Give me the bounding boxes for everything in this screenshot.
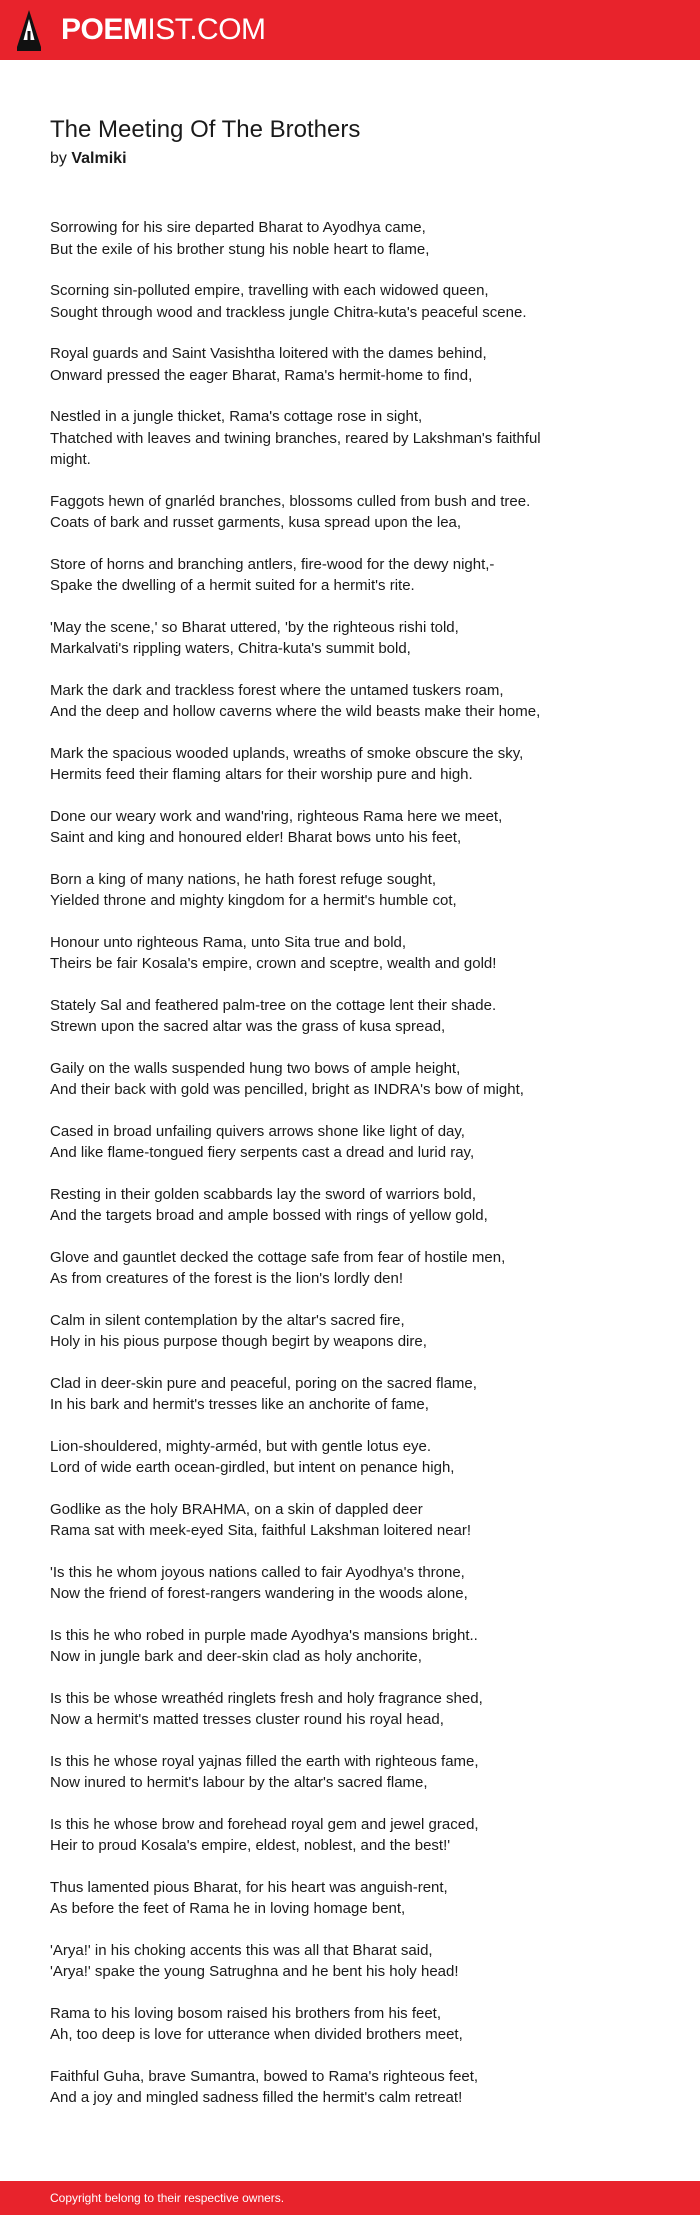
stanza xyxy=(50,1058,650,1101)
poem-line: Mark the spacious wooded uplands, wreaths of smoke obscure the sky, xyxy=(50,744,524,762)
poem-line: Lord of wide earth ocean-girdled, but intent on penance high, xyxy=(50,1459,455,1476)
stanza xyxy=(50,406,650,471)
poem-line: Cased in broad unfailing quivers arrows shone like light of day, xyxy=(50,1122,465,1140)
poem-line: And like flame-tongued fiery serpents cast a dread and lurid ray, xyxy=(50,1144,475,1161)
poem-line: Coats of bark and russet garments, kusa spread upon the lea, xyxy=(50,514,462,531)
logo-text-light: IST.COM xyxy=(147,13,266,46)
site-header xyxy=(0,0,700,60)
stanza xyxy=(50,280,650,323)
poem-line: Faithful Guha, brave Sumantra, bowed to Rama's righteous feet, xyxy=(50,2067,479,2085)
poem-line: Sought through wood and trackless jungle Chitra-kuta's peaceful scene. xyxy=(50,303,527,321)
poem-line: Thus lamented pious Bharat, for his heart was anguish-rent, xyxy=(50,1878,448,1896)
poem-line: Holy in his pious purpose though begirt by weapons dire, xyxy=(50,1333,427,1350)
stanza xyxy=(50,217,650,260)
copyright-text: Copyright belong to their respective owners. xyxy=(50,2191,285,2205)
stanza xyxy=(50,2003,650,2046)
poem-line: Stately Sal and feathered palm-tree on the cottage lent their shade. xyxy=(50,996,497,1014)
poem-line: As before the feet of Rama he in loving homage bent, xyxy=(50,1900,406,1917)
poem-line: Strewn upon the sacred altar was the grass of kusa spread, xyxy=(50,1018,446,1035)
poem-line: Onward pressed the eager Bharat, Rama's hermit-home to find, xyxy=(50,366,473,384)
poem-line: Theirs be fair Kosala's empire, crown and sceptre, wealth and gold! xyxy=(50,955,497,972)
poem-line: As from creatures of the forest is the lion's lordly den! xyxy=(50,1270,404,1287)
poem-line: Clad in deer-skin pure and peaceful, poring on the sacred flame, xyxy=(50,1374,477,1392)
poem-line: Glove and gauntlet decked the cottage safe from fear of hostile men, xyxy=(50,1248,506,1266)
poem-line: Is this he who robed in purple made Ayodhya's mansions bright.. xyxy=(50,1626,478,1644)
poem-line: Thatched with leaves and twining branches, reared by Lakshman's faithful xyxy=(50,429,541,447)
poem-line: Resting in their golden scabbards lay the sword of warriors bold, xyxy=(50,1185,477,1203)
poem-line: Royal guards and Saint Vasishtha loitered with the dames behind, xyxy=(50,345,487,362)
poem-line: Gaily on the walls suspended hung two bows of ample height, xyxy=(50,1059,461,1077)
poem-line: 'Is this he whom joyous nations called to fair Ayodhya's throne, xyxy=(50,1563,465,1581)
poem-line: Mark the dark and trackless forest where the untamed tuskers roam, xyxy=(50,681,504,699)
site-logo[interactable] xyxy=(61,11,266,49)
stanza xyxy=(50,1562,650,1605)
poem-line: Done our weary work and wand'ring, righteous Rama here we meet, xyxy=(50,807,503,825)
poem-line: 'May the scene,' so Bharat uttered, 'by the righteous rishi told, xyxy=(50,618,459,636)
poem-line: Yielded throne and mighty kingdom for a hermit's humble cot, xyxy=(50,892,457,909)
stanza xyxy=(50,932,650,975)
stanza xyxy=(50,806,650,849)
stanza xyxy=(50,1814,650,1857)
site-footer xyxy=(0,2181,700,2215)
stanza xyxy=(50,1625,650,1668)
poem-line: Godlike as the holy BRAHMA, on a skin of dappled deer xyxy=(50,1500,423,1518)
poem-line: Is this be whose wreathéd ringlets fresh and holy fragrance shed, xyxy=(50,1689,483,1707)
poem-title: The Meeting Of The Brothers xyxy=(50,116,361,143)
stanza xyxy=(50,554,650,597)
poem-line: Store of horns and branching antlers, fire-wood for the dewy night,- xyxy=(50,555,495,573)
poem-line: Is this he whose royal yajnas filled the earth with righteous fame, xyxy=(50,1752,479,1770)
stanza xyxy=(50,995,650,1038)
poem-line: Calm in silent contemplation by the altar's sacred fire, xyxy=(50,1311,405,1329)
stanza xyxy=(50,1310,650,1353)
poem-line: Hermits feed their flaming altars for their worship pure and high. xyxy=(50,766,473,783)
poem-line: Now inured to hermit's labour by the altar's sacred flame, xyxy=(50,1774,428,1791)
poem-line: Scorning sin-polluted empire, travelling with each widowed queen, xyxy=(50,282,489,299)
stanza xyxy=(50,1940,650,1983)
poem-line: And a joy and mingled sadness filled the hermit's calm retreat! xyxy=(50,2089,463,2106)
poem-line: Saint and king and honoured elder! Bharat bows unto his feet, xyxy=(50,829,462,846)
poem-line: And the targets broad and ample bossed with rings of yellow gold, xyxy=(50,1207,488,1224)
poem-line: Lion-shouldered, mighty-arméd, but with gentle lotus eye. xyxy=(50,1437,432,1455)
by-label: by xyxy=(50,150,67,167)
poem-line: Sorrowing for his sire departed Bharat to Ayodhya came, xyxy=(50,219,426,236)
poem-line: Born a king of many nations, he hath forest refuge sought, xyxy=(50,870,437,888)
poem-line: 'Arya!' spake the young Satrughna and he bent his holy head! xyxy=(50,1963,459,1980)
poem-line: Now the friend of forest-rangers wandering in the woods alone, xyxy=(50,1585,468,1602)
stanza xyxy=(50,491,650,534)
poem-line: And their back with gold was pencilled, bright as INDRA's bow of might, xyxy=(50,1081,524,1098)
stanza xyxy=(50,1499,650,1542)
poem-line: Rama sat with meek-eyed Sita, faithful Lakshman loitered near! xyxy=(50,1522,472,1539)
stanza xyxy=(50,1436,650,1479)
poem-line: And the deep and hollow caverns where the wild beasts make their home, xyxy=(50,703,541,720)
poem-line: Heir to proud Kosala's empire, eldest, noblest, and the best!' xyxy=(50,1837,451,1854)
poem-line: Faggots hewn of gnarléd branches, blossoms culled from bush and tree. xyxy=(50,492,531,510)
stanza xyxy=(50,1247,650,1290)
stanza xyxy=(50,680,650,723)
stanza xyxy=(50,1373,650,1416)
poem-line: might. xyxy=(50,451,91,468)
poem-line: Nestled in a jungle thicket, Rama's cottage rose in sight, xyxy=(50,408,423,425)
poem-line: Markalvati's rippling waters, Chitra-kuta's summit bold, xyxy=(50,640,411,657)
poem-line: Spake the dwelling of a hermit suited for a hermit's rite. xyxy=(50,577,415,594)
stanza xyxy=(50,617,650,660)
author-name[interactable]: Valmiki xyxy=(71,150,127,167)
poem-line: 'Arya!' in his choking accents this was all that Bharat said, xyxy=(50,1941,433,1959)
stanza xyxy=(50,1751,650,1794)
stanza xyxy=(50,1184,650,1227)
stanza xyxy=(50,1121,650,1164)
stanza xyxy=(50,1877,650,1920)
poem-line: Is this he whose brow and forehead royal gem and jewel graced, xyxy=(50,1815,479,1833)
poem-line: Honour unto righteous Rama, unto Sita true and bold, xyxy=(50,933,407,951)
logo-text-strong: POEM xyxy=(61,13,148,46)
poem-line: Now a hermit's matted tresses cluster round his royal head, xyxy=(50,1711,444,1728)
stanza xyxy=(50,869,650,912)
quill-pen-icon[interactable] xyxy=(17,10,41,51)
poem-line: In his bark and hermit's tresses like an anchorite of fame, xyxy=(50,1396,429,1413)
stanza xyxy=(50,343,650,386)
poem-line: Rama to his loving bosom raised his brothers from his feet, xyxy=(50,2004,442,2022)
poem-body xyxy=(50,217,650,2129)
poem-line: Ah, too deep is love for utterance when divided brothers meet, xyxy=(50,2026,463,2043)
stanza xyxy=(50,743,650,786)
byline xyxy=(50,148,127,170)
stanza xyxy=(50,2066,650,2109)
poem-line: But the exile of his brother stung his noble heart to flame, xyxy=(50,240,430,258)
poem-line: Now in jungle bark and deer-skin clad as holy anchorite, xyxy=(50,1648,422,1665)
stanza xyxy=(50,1688,650,1731)
